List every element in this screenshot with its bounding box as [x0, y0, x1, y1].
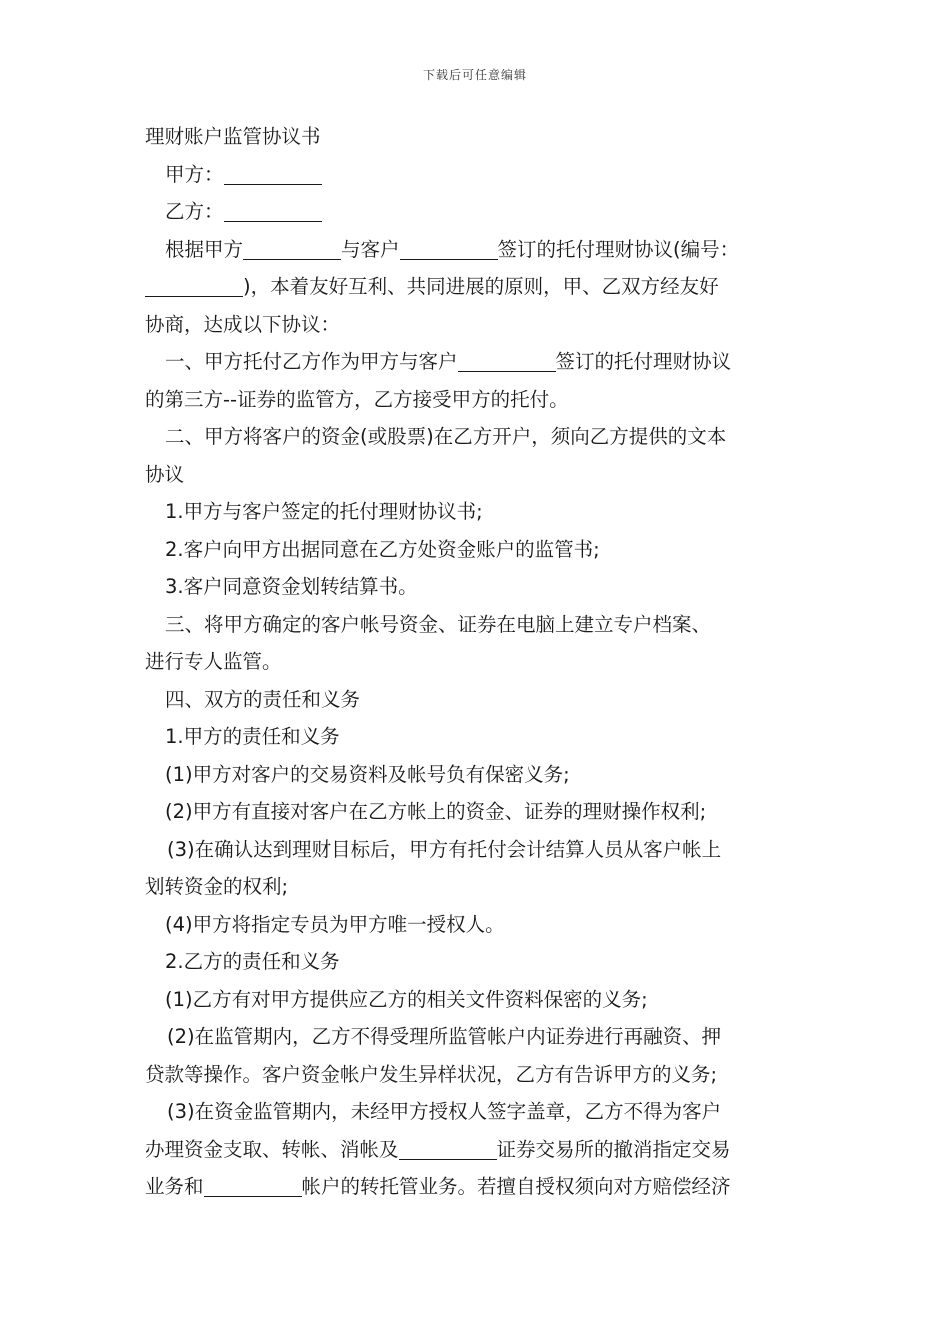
client-blank	[458, 349, 556, 372]
agreement-number-blank	[145, 274, 243, 297]
intro-line-1	[145, 231, 810, 269]
party-b-duty-3-text: 证券交易所的撤消指定交易	[496, 1137, 731, 1161]
intro-text: )，本着友好互利、共同进展的原则，甲、乙双方经友好	[243, 275, 719, 298]
party-b-duty-2-line-2: 贷款等操作。客户资金帐户发生异样状况，乙方有告诉甲方的义务;	[145, 1062, 718, 1086]
party-b-duty-3-text: 业务和	[145, 1175, 204, 1198]
section-2-line-2: 协议	[145, 462, 185, 486]
section-2-item: 2.客户向甲方出据同意在乙方处资金账户的监管书;	[165, 537, 600, 561]
intro-line-3: 协商，达成以下协议：	[145, 312, 341, 336]
section-2-item: 3.客户同意资金划转结算书。	[165, 575, 418, 598]
party-b-duty-1: (1)乙方有对甲方提供应乙方的相关文件资料保密的义务;	[165, 987, 648, 1011]
party-a-duty-4: (4)甲方将指定专员为甲方唯一授权人。	[165, 912, 505, 936]
intro-line-2	[145, 268, 810, 306]
section-2-item: 1.甲方与客户签定的托付理财协议书;	[165, 500, 483, 523]
document-title: 理财账户监管协议书	[145, 125, 321, 148]
section-1-line-1	[145, 343, 810, 381]
section-3-line-2: 进行专人监管。	[145, 650, 282, 673]
party-b-duty-3-line-2	[145, 1131, 810, 1169]
intro-text: 与客户	[341, 237, 400, 261]
account-blank	[204, 1174, 302, 1197]
page-header-note: 下载后可任意编辑	[422, 68, 527, 82]
party-a-duty-3-line-1: (3)在确认达到理财目标后，甲方有托付会计结算人员从客户帐上	[167, 837, 722, 861]
section-2-line-1: 二、甲方将客户的资金(或股票)在乙方开户，须向乙方提供的文本	[165, 425, 727, 448]
party-b-duty-3-line-3	[145, 1168, 810, 1206]
party-a-line	[145, 156, 810, 194]
party-b-duty-3-text: 办理资金支取、转帐、消帐及	[145, 1137, 399, 1161]
intro-text: 签订的托付理财协议(编号：	[497, 237, 740, 261]
document-body	[145, 118, 810, 1206]
party-a-blank	[224, 162, 322, 185]
party-a-duty-2: (2)甲方有直接对客户在乙方帐上的资金、证券的理财操作权利;	[165, 800, 707, 823]
party-b-blank	[224, 199, 322, 222]
section-3-line-1: 三、将甲方确定的客户帐号资金、证券在电脑上建立专户档案、	[165, 612, 712, 636]
section-1-text: 一、甲方托付乙方作为甲方与客户	[165, 350, 458, 373]
party-b-duty-3-line-1: (3)在资金监管期内，未经甲方授权人签字盖章，乙方不得为客户	[167, 1100, 722, 1123]
party-a-name-blank	[243, 237, 341, 260]
party-b-duty-3-text: 帐户的转托管业务。若擅自授权须向对方赔偿经济	[301, 1175, 731, 1198]
party-a-duty-3-line-2: 划转资金的权利;	[145, 875, 289, 898]
intro-text: 根据甲方	[165, 237, 244, 261]
party-b-line	[145, 193, 810, 231]
party-b-duty-2-line-1: (2)在监管期内，乙方不得受理所监管帐户内证券进行再融资、押	[167, 1025, 722, 1048]
section-4-title: 四、双方的责任和义务	[165, 687, 361, 711]
party-b-duties-title: 2.乙方的责任和义务	[165, 950, 340, 973]
section-1-line-2: 的第三方--证券的监管方，乙方接受甲方的托付。	[145, 387, 569, 411]
party-b-label: 乙方：	[165, 200, 224, 223]
client-name-blank	[400, 237, 498, 260]
section-1-text: 签订的托付理财协议	[555, 350, 732, 373]
party-a-duties-title: 1.甲方的责任和义务	[165, 725, 340, 748]
party-a-label: 甲方：	[165, 162, 224, 186]
exchange-blank	[399, 1137, 497, 1160]
party-a-duty-1: (1)甲方对客户的交易资料及帐号负有保密义务;	[165, 762, 570, 786]
